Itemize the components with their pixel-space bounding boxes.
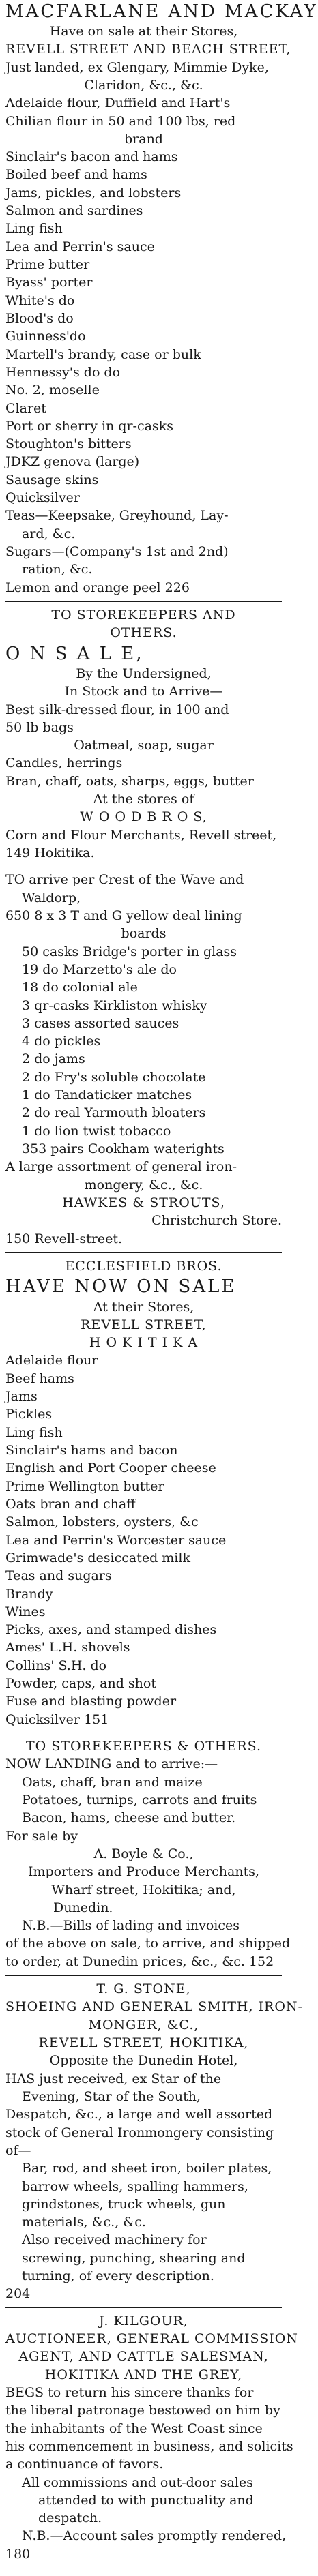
advert-line: Prime butter bbox=[5, 257, 90, 273]
advert-line: Dunedin. bbox=[53, 1900, 113, 1915]
advert-line: Sausage skins bbox=[5, 472, 99, 488]
advert-line: Just landed, ex Glengary, Mimmie Dyke, bbox=[5, 59, 269, 75]
advert-line: 204 bbox=[5, 2286, 31, 2302]
advert-line: W O O D B R O S, bbox=[80, 809, 207, 825]
advert-line: Best silk-dressed flour, in 100 and bbox=[5, 702, 229, 717]
advert-line: Bacon, hams, cheese and butter. bbox=[22, 1810, 236, 1826]
advert-line: a continuance of favors. bbox=[5, 2457, 164, 2472]
advert-line: Lea and Perrin's Worcester sauce bbox=[5, 1532, 227, 1548]
advert-line: Sinclair's bacon and hams bbox=[5, 149, 178, 165]
advert-line: 19 do Marzetto's ale do bbox=[22, 961, 177, 977]
advert-line: 353 pairs Cookham waterights bbox=[22, 1141, 225, 1157]
advert-line: Sinclair's hams and bacon bbox=[5, 1443, 178, 1458]
advert-line: Adelaide flour, Duffield and Hart's bbox=[5, 95, 231, 111]
advert-line: 1 do lion twist tobacco bbox=[22, 1123, 171, 1139]
advert-line: Jams, pickles, and lobsters bbox=[5, 185, 182, 200]
advert-storekeepers-1 bbox=[5, 606, 282, 862]
advert-line: Salmon, lobsters, oysters, &c bbox=[5, 1514, 199, 1530]
advert-line: MONGER, &C., bbox=[88, 2017, 199, 2033]
advert-line: mongery, &c., &c. bbox=[84, 1177, 203, 1193]
advert-line: Byass' porter bbox=[5, 275, 93, 290]
advert-line: Collins' S.H. do bbox=[5, 1658, 107, 1673]
advert-line: Picks, axes, and stamped dishes bbox=[5, 1622, 217, 1638]
advert-line: ECCLESFIELD BROS. bbox=[65, 1258, 222, 1274]
advert-line: Wharf street, Hokitika; and, bbox=[51, 1882, 236, 1898]
advert-line: J. KILGOUR, bbox=[99, 2313, 188, 2328]
advert-line: Potatoes, turnips, carrots and fruits bbox=[22, 1792, 257, 1808]
advert-line: NOW LANDING and to arrive:— bbox=[5, 1756, 218, 1772]
advert-line: Salmon and sardines bbox=[5, 203, 143, 219]
advert-line: BEGS to return his sincere thanks for bbox=[5, 2384, 254, 2400]
advert-line: In Stock and to Arrive— bbox=[64, 684, 223, 700]
advert-line: MACFARLANE AND MACKAY bbox=[5, 1, 318, 22]
advert-line: 18 do colonial ale bbox=[22, 980, 138, 995]
advert-line: HAVE NOW ON SALE bbox=[5, 1276, 237, 1298]
advert-line: A large assortment of general iron- bbox=[5, 1159, 237, 1175]
advert-line: REVELL STREET AND BEACH STREET, bbox=[5, 42, 291, 57]
advert-line: Hennessy's do do bbox=[5, 364, 121, 380]
advert-line: Despatch, &c., a large and well assorted bbox=[5, 2107, 273, 2123]
advert-line: Lemon and orange peel 226 bbox=[5, 580, 190, 595]
advert-line: 2 do real Yarmouth bloaters bbox=[22, 1105, 206, 1121]
advert-line: TO STOREKEEPERS AND bbox=[51, 607, 236, 623]
newspaper-column bbox=[5, 0, 318, 2563]
advert-line: For sale by bbox=[5, 1828, 78, 1844]
advert-line: Brandy bbox=[5, 1586, 53, 1602]
advert-line: brand bbox=[124, 131, 163, 147]
advert-line: H O K I T I K A bbox=[89, 1335, 199, 1351]
advert-line: Bar, rod, and sheet iron, boiler plates, bbox=[22, 2161, 272, 2176]
advert-line: 50 lb bags bbox=[5, 719, 74, 735]
advert-line: Teas—Keepsake, Greyhound, Lay- bbox=[5, 508, 229, 524]
advert-line: HAWKES & STROUTS, bbox=[62, 1195, 225, 1210]
advert-line: Blood's do bbox=[5, 310, 74, 326]
advert-line: N.B.—Bills of lading and invoices bbox=[22, 1918, 240, 1934]
advert-macfarlane bbox=[5, 0, 318, 597]
advert-divider bbox=[5, 601, 282, 602]
advert-line: Ames' L.H. shovels bbox=[5, 1640, 130, 1656]
advert-line: of the above on sale, to arrive, and shipped bbox=[5, 1936, 291, 1951]
advert-line: N.B.—Account sales promptly rendered, bbox=[22, 2528, 287, 2544]
advert-hawkes bbox=[5, 871, 282, 1248]
advert-line: Quicksilver 151 bbox=[5, 1711, 109, 1727]
advert-line: 3 qr-casks Kirkliston whisky bbox=[22, 998, 207, 1013]
advert-line: 150 Revell-street. bbox=[5, 1231, 123, 1246]
advert-line: Opposite the Dunedin Hotel, bbox=[49, 2053, 238, 2069]
advert-line: Stoughton's bitters bbox=[5, 436, 132, 452]
advert-line: barrow wheels, spalling hammers, bbox=[22, 2178, 248, 2194]
advert-line: HAS just received, ex Star of the bbox=[5, 2071, 222, 2086]
advert-line: Christchurch Store. bbox=[151, 1213, 282, 1229]
advert-line: At their Stores, bbox=[93, 1299, 194, 1315]
advert-line: TO STOREKEEPERS & OTHERS. bbox=[25, 1739, 261, 1754]
advert-line: Adelaide flour bbox=[5, 1353, 98, 1368]
advert-stone bbox=[5, 1980, 303, 2303]
advert-line: 4 do pickles bbox=[22, 1034, 101, 1049]
advert-line: Wines bbox=[5, 1604, 46, 1619]
advert-line: HOKITIKA AND THE GREY, bbox=[44, 2367, 243, 2382]
advert-divider bbox=[5, 1252, 282, 1253]
advert-divider bbox=[5, 2307, 282, 2308]
advert-line: 650 8 x 3 T and G yellow deal lining bbox=[5, 908, 242, 923]
advert-line: Candles, herrings bbox=[5, 755, 123, 771]
advert-line: Sugars—(Company's 1st and 2nd) bbox=[5, 544, 229, 560]
advert-line: By the Undersigned, bbox=[76, 665, 212, 681]
advert-line: Also received machinery for bbox=[22, 2232, 207, 2248]
advert-line: Bran, chaff, oats, sharps, eggs, butter bbox=[5, 773, 254, 789]
advert-line: Teas and sugars bbox=[5, 1568, 112, 1584]
advert-ecclesfield bbox=[5, 1257, 282, 1728]
advert-line: Lea and Perrin's sauce bbox=[5, 239, 155, 254]
advert-line: No. 2, moselle bbox=[5, 383, 100, 398]
advert-line: At the stores of bbox=[93, 792, 194, 807]
advert-line: Port or sherry in qr-casks bbox=[5, 418, 173, 434]
advert-line: REVELL STREET, HOKITIKA, bbox=[38, 2035, 249, 2051]
advert-line: 149 Hokitika. bbox=[5, 845, 95, 861]
advert-line: materials, &c., &c. bbox=[22, 2215, 146, 2230]
advert-line: Guinness'do bbox=[5, 329, 86, 344]
advert-line: Waldorp, bbox=[22, 890, 81, 905]
advert-line: attended to with punctuality and bbox=[38, 2492, 254, 2508]
advert-line: Oats bran and chaff bbox=[5, 1496, 136, 1512]
advert-line: Ling fish bbox=[5, 1424, 63, 1440]
advert-line: 1 do Tandaticker matches bbox=[22, 1088, 192, 1103]
advert-line: 2 do jams bbox=[22, 1051, 85, 1067]
advert-line: ration, &c. bbox=[22, 562, 93, 578]
advert-line: AGENT, AND CATTLE SALESMAN, bbox=[18, 2349, 269, 2365]
advert-line: Beef hams bbox=[5, 1371, 74, 1386]
advert-line: English and Port Cooper cheese bbox=[5, 1461, 216, 1476]
advert-line: AUCTIONEER, GENERAL COMMISSION bbox=[5, 2331, 298, 2347]
advert-kilgour bbox=[5, 2312, 298, 2563]
advert-line: turning, of every description. bbox=[22, 2268, 214, 2284]
advert-line: the liberal patronage bestowed on him by bbox=[5, 2403, 280, 2418]
advert-line: Prime Wellington butter bbox=[5, 1478, 164, 1494]
advert-line: 2 do Fry's soluble chocolate bbox=[22, 1069, 206, 1085]
advert-line: 50 casks Bridge's porter in glass bbox=[22, 944, 237, 959]
advert-line: TO arrive per Crest of the Wave and bbox=[5, 872, 244, 888]
advert-line: screwing, punching, shearing and bbox=[22, 2250, 246, 2266]
advert-line: Pickles bbox=[5, 1407, 53, 1422]
advert-line: Ling fish bbox=[5, 221, 63, 237]
advert-line: ard, &c. bbox=[22, 526, 76, 541]
advert-line: JDKZ genova (large) bbox=[5, 454, 140, 470]
advert-line: Claret bbox=[5, 400, 46, 416]
advert-line: the inhabitants of the West Coast since bbox=[5, 2421, 263, 2436]
advert-line: Chilian flour in 50 and 100 lbs, red bbox=[5, 113, 236, 129]
advert-line: Jams bbox=[5, 1389, 38, 1405]
advert-line: his commencement in business, and solicits bbox=[5, 2438, 293, 2454]
advert-line: All commissions and out-door sales bbox=[22, 2474, 253, 2490]
advert-line: of— bbox=[5, 2142, 31, 2158]
advert-line: O N S A L E, bbox=[5, 643, 144, 664]
advert-line: grindstones, truck wheels, gun bbox=[22, 2196, 226, 2212]
advert-divider bbox=[5, 1975, 282, 1976]
advert-line: 180 bbox=[5, 2546, 31, 2562]
advert-line: despatch. bbox=[38, 2511, 102, 2526]
advert-line: Grimwade's desiccated milk bbox=[5, 1550, 190, 1566]
advert-line: White's do bbox=[5, 293, 75, 308]
advert-line: boards bbox=[121, 926, 167, 942]
advert-line: Oats, chaff, bran and maize bbox=[22, 1774, 203, 1790]
advert-line: A. Boyle & Co., bbox=[93, 1846, 194, 1861]
advert-line: REVELL STREET, bbox=[81, 1317, 207, 1332]
advert-line: SHOEING AND GENERAL SMITH, IRON- bbox=[5, 1999, 303, 2015]
advert-line: T. G. STONE, bbox=[96, 1981, 191, 1997]
advert-line: Evening, Star of the South, bbox=[22, 2088, 201, 2104]
advert-line: to order, at Dunedin prices, &c., &c. 152 bbox=[5, 1953, 274, 1969]
advert-line: stock of General Ironmongery consisting bbox=[5, 2125, 274, 2140]
advert-line: Fuse and blasting powder bbox=[5, 1694, 177, 1709]
advert-boyle bbox=[5, 1737, 291, 1971]
advert-line: 3 cases assorted sauces bbox=[22, 1015, 179, 1031]
advert-line: OTHERS. bbox=[110, 625, 177, 641]
advert-line: Boiled beef and hams bbox=[5, 167, 147, 183]
advert-line: Martell's brandy, case or bulk bbox=[5, 346, 201, 362]
advert-line: Powder, caps, and shot bbox=[5, 1676, 156, 1692]
advert-line: Quicksilver bbox=[5, 490, 81, 506]
advert-line: Claridon, &c., &c. bbox=[84, 77, 203, 93]
advert-line: Importers and Produce Merchants, bbox=[27, 1864, 259, 1880]
advert-line: Corn and Flour Merchants, Revell street, bbox=[5, 827, 277, 843]
advert-line: Oatmeal, soap, sugar bbox=[74, 738, 214, 753]
advert-line: Have on sale at their Stores, bbox=[49, 23, 238, 39]
